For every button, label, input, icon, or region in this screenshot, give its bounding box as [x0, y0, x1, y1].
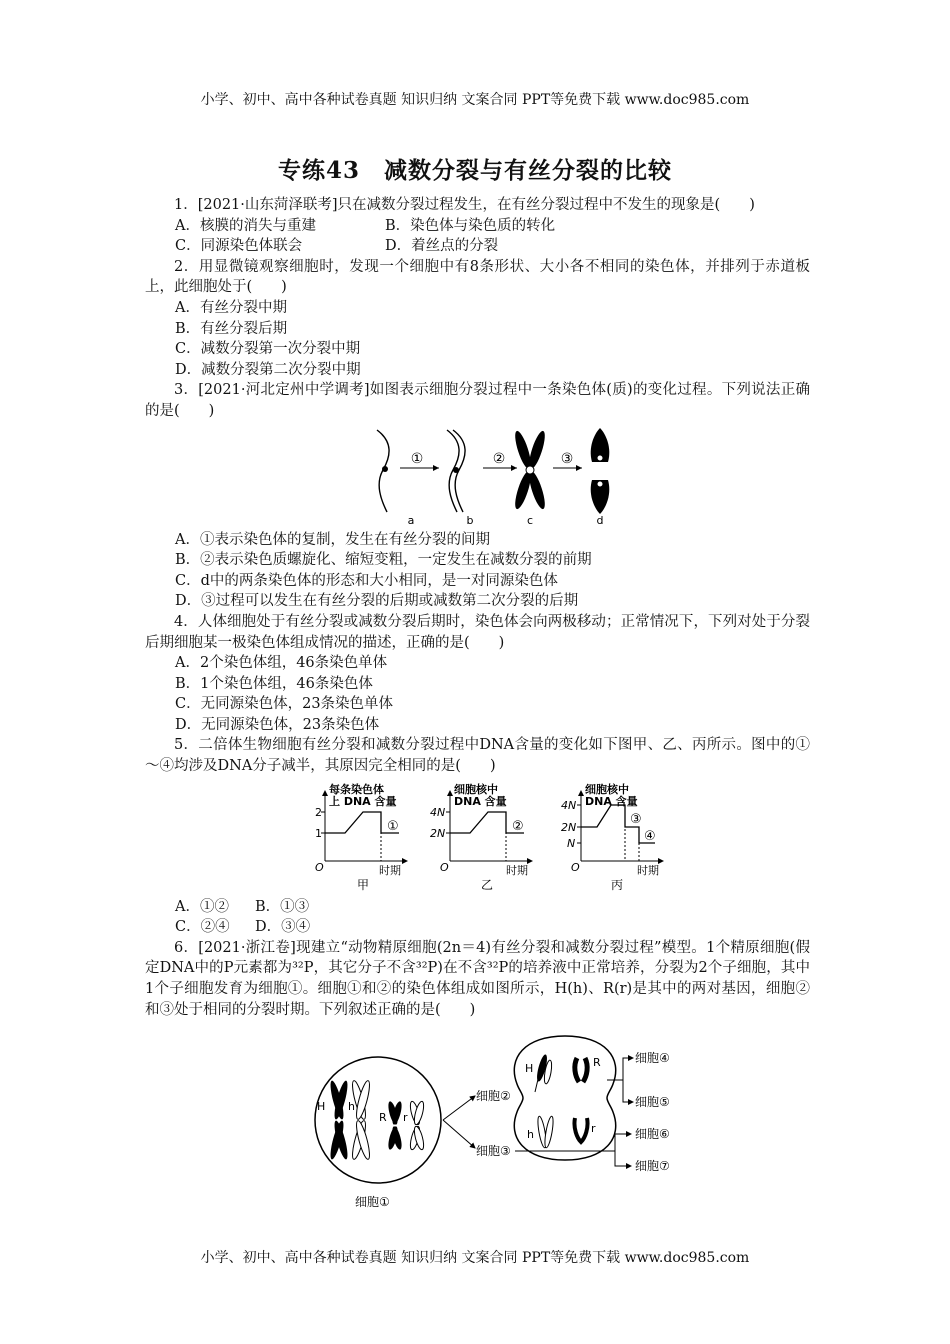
graph-jia-name: 甲: [357, 877, 370, 892]
q5-option-a: A．①②: [175, 898, 229, 915]
graph-bing-marker-3: ③: [630, 811, 642, 827]
graph-yi-title2: DNA 含量: [454, 794, 507, 808]
q5-option-c: C．②④: [175, 919, 230, 936]
arrow-to-cell-4: [607, 1058, 633, 1080]
arrow-3-head: [576, 465, 582, 471]
q5-stem: 5．二倍体生物细胞有丝分裂和减数分裂过程中DNA含量的变化如下图甲、乙、丙所示。图中的①～④均涉及DNA分子减半，其原因完全相同的是( ): [145, 737, 810, 775]
graph-yi-xlabel: 时期: [506, 863, 528, 877]
cell-5-label: 细胞⑤: [635, 1095, 670, 1110]
q1-option-c: C．同源染色体联会: [175, 238, 303, 255]
q2-stem: 2．用显微镜观察细胞时，发现一个细胞中有8条形状、大小各不相同的染色体，并排列于赤道板上，此细胞处于( ): [145, 258, 810, 296]
q3-figure: [145, 426, 810, 526]
page-footer: 小学、初中、高中各种试卷真题 知识归纳 文案合同 PPT等免费下载 www.doc985.com: [200, 1250, 750, 1266]
graph-jia: [315, 782, 407, 892]
graph-bing-xlabel: 时期: [637, 863, 659, 877]
arrow-to-cell-2: [443, 1096, 475, 1120]
step-1-label: ①: [410, 450, 424, 467]
q5-figure: [145, 781, 810, 893]
label-c: c: [526, 513, 534, 526]
step-3-label: ③: [560, 450, 574, 467]
cell-2: [514, 1036, 615, 1160]
page-title: 专练43 减数分裂与有丝分裂的比较: [277, 157, 672, 184]
q2-option-a: A．有丝分裂中期: [175, 299, 287, 316]
exam-content: [145, 195, 810, 1217]
graph-jia-y2: 2: [315, 805, 322, 819]
chromosome-c: [512, 429, 548, 510]
q2-option-b: B．有丝分裂后期: [175, 320, 288, 337]
cell-6-label: 细胞⑥: [635, 1127, 670, 1142]
cell-2-gene-r: r: [591, 1122, 596, 1136]
page-header: 小学、初中、高中各种试卷真题 知识归纳 文案合同 PPT等免费下载 www.doc985.com: [200, 92, 750, 108]
arrow-to-cell-5: [623, 1080, 633, 1102]
q4-option-b: B．1个染色体组，46条染色体: [175, 675, 373, 692]
q1-option-d: D．着丝点的分裂: [385, 238, 499, 255]
label-b: b: [466, 513, 474, 526]
gene-label-R: R: [379, 1111, 387, 1125]
centromere-b: [453, 467, 459, 473]
q3-option-a: A．①表示染色体的复制，发生在有丝分裂的间期: [175, 531, 490, 548]
cell-3-label: 细胞③: [476, 1144, 511, 1159]
q5-option-d: D．③④: [255, 919, 311, 936]
q1-option-b: B．染色体与染色质的转化: [385, 217, 556, 234]
graph-bing-title1: 细胞核中: [585, 782, 629, 796]
graph-jia-title1: 每条染色体: [329, 782, 384, 796]
graph-jia-xlabel: 时期: [379, 863, 401, 877]
arrow-to-cell-7: [615, 1151, 631, 1166]
q3-stem: 3．[2021·河北定州中学调考]如图表示细胞分裂过程中一条染色体(质)的变化过程。下列说法正确的是( ): [145, 382, 810, 419]
arrow-to-cell-3: [443, 1120, 475, 1148]
cell-4-label: 细胞④: [635, 1051, 670, 1066]
graph-yi: [430, 782, 532, 892]
label-a: a: [407, 513, 415, 526]
q5-option-b: B．①③: [255, 898, 310, 915]
q3-option-c: C．d中的两条染色体的形态和大小相同，是一对同源染色体: [175, 572, 558, 589]
cell-division-model: [145, 1028, 810, 1213]
gene-label-H: H: [317, 1100, 326, 1114]
q4-stem: 4．人体细胞处于有丝分裂或减数分裂后期时，染色体会向两极移动；正常情况下，下列对处于分裂后期细胞某一极染色体组成情况的描述，正确的是( ): [145, 613, 810, 651]
chromosome-d: [591, 428, 610, 514]
graph-yi-name: 乙: [481, 877, 494, 892]
graph-yi-y1: 2N: [430, 826, 446, 840]
cell-2-gene-H: H: [525, 1062, 534, 1076]
q4-option-a: A．2个染色体组，46条染色单体: [175, 655, 388, 672]
q1-option-a: A．核膜的消失与重建: [175, 217, 316, 234]
graph-bing-name: 丙: [611, 877, 624, 892]
dna-content-graphs: [145, 781, 810, 893]
q6-figure: [145, 1028, 810, 1213]
graph-yi-origin: O: [440, 860, 449, 874]
q1-options-row1: [145, 216, 810, 237]
graph-jia-title2: 上 DNA 含量: [329, 794, 397, 808]
graph-yi-marker: ②: [512, 818, 524, 834]
graph-bing-y2: 2N: [561, 820, 577, 834]
graph-bing: [561, 782, 663, 892]
graph-yi-y2: 4N: [430, 805, 446, 819]
graph-jia-marker: ①: [387, 818, 399, 834]
q2-option-d: D．减数分裂第二次分裂中期: [175, 361, 361, 378]
q1-stem: 1．[2021·山东菏泽联考]只在减数分裂过程发生，在有丝分裂过程中不发生的现象是( ): [174, 197, 755, 213]
gene-label-r: r: [403, 1111, 408, 1125]
cell-1-chromosomes: [328, 1080, 426, 1161]
graph-bing-origin: O: [571, 860, 580, 874]
graph-bing-marker-4: ④: [644, 828, 656, 844]
graph-bing-y1: N: [567, 836, 576, 850]
q3-option-d: D．③过程可以发生在有丝分裂的后期或减数第二次分裂的后期: [175, 593, 579, 610]
gene-label-h: h: [348, 1100, 355, 1114]
q5-options-row2: [145, 917, 810, 938]
graph-jia-origin: O: [315, 860, 324, 874]
q4-option-d: D．无同源染色体，23条染色体: [175, 716, 380, 733]
graph-bing-title2: DNA 含量: [585, 794, 638, 808]
cell-1-label: 细胞①: [355, 1195, 390, 1210]
q2-option-c: C．减数分裂第一次分裂中期: [175, 341, 361, 358]
graph-bing-y3: 4N: [561, 798, 577, 812]
q4-option-c: C．无同源染色体，23条染色单体: [175, 696, 394, 713]
q1-options-row2: [145, 236, 810, 257]
arrow-1-head: [433, 465, 439, 471]
cell-2-gene-R: R: [593, 1056, 601, 1070]
cell-7-label: 细胞⑦: [635, 1159, 670, 1174]
chromosome-change-diagram: [145, 426, 810, 526]
q6-stem: 6．[2021·浙江卷]现建立“动物精原细胞(2n＝4)有丝分裂和减数分裂过程”模型。1个精原细胞(假定DNA中的P元素都为³²P，其它分子不含³²P)在不含³²P的培养液中正常培养，分裂为2个子细胞，其中1个子细胞发育为细胞①。细胞①和②的染色体组成如图所示，H(h)、R(r)是其中的两对基因，细胞②和③处于相同的分裂时期。下列叙述正确的是( ): [145, 939, 810, 1018]
graph-yi-title1: 细胞核中: [454, 782, 498, 796]
cell-1: [315, 1057, 441, 1209]
q5-options-row1: [145, 897, 810, 918]
q3-option-b: B．②表示染色质螺旋化、缩短变粗，一定发生在减数分裂的前期: [175, 552, 592, 569]
graph-jia-y1: 1: [315, 826, 322, 840]
centromere-a: [382, 466, 388, 472]
cell-2-label: 细胞②: [476, 1089, 511, 1104]
cell-2-gene-h: h: [527, 1128, 534, 1142]
arrow-2-head: [511, 465, 517, 471]
step-2-label: ②: [492, 450, 506, 467]
label-d: d: [596, 513, 604, 526]
